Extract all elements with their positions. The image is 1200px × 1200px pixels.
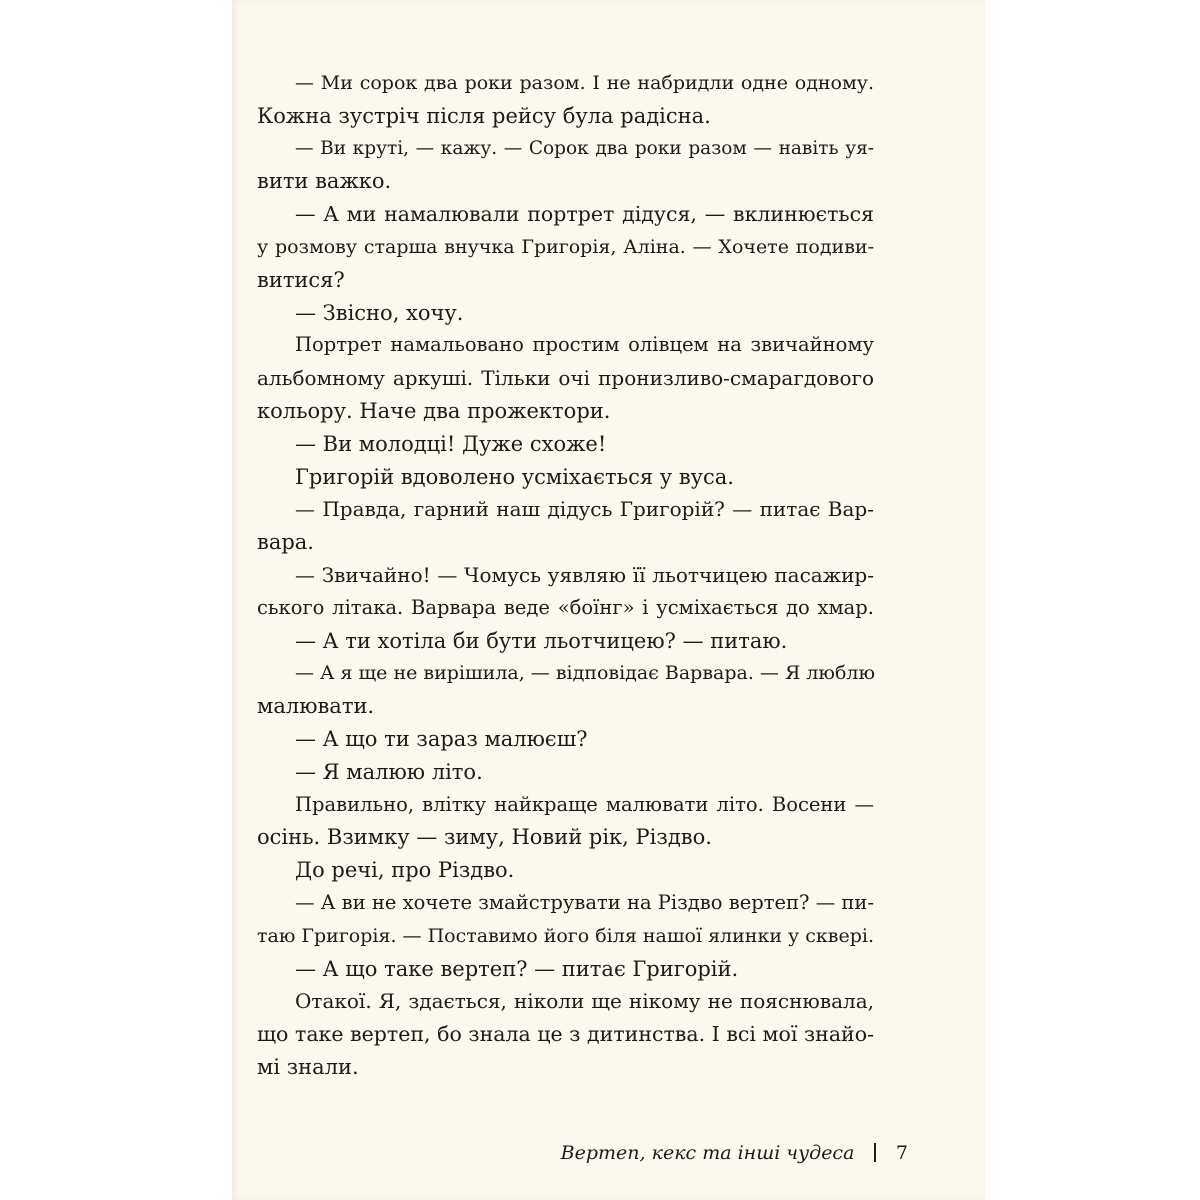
text-line: вити важко. bbox=[257, 169, 392, 194]
text-line: — Ви молодці! Дуже схоже! bbox=[295, 431, 607, 456]
text-line: — Звісно, хочу. bbox=[295, 300, 464, 325]
text-line: ського літака. Варвара веде «боїнг» і усміхається до хмар. bbox=[257, 595, 874, 619]
text-line: що таке вертеп, бо знала це з дитинства. І всі мої знайо- bbox=[257, 1022, 874, 1047]
text-line: — А я ще не вирішила, — відповідає Варвара. — Я люблю bbox=[295, 662, 876, 685]
text-line: Отакої. Я, здається, ніколи ще нікому не пояснювала, bbox=[295, 989, 874, 1014]
page-number: 7 bbox=[895, 1142, 908, 1164]
text-line: — А ти хотіла би бути льотчицею? — питаю. bbox=[295, 628, 788, 653]
text-line: альбомному аркуші. Тільки очі пронизливо-смарагдового bbox=[257, 366, 874, 391]
page-footer bbox=[561, 1142, 908, 1164]
text-line: таю Григорія. — Поставимо його біля нашої ялинки у сквері. bbox=[257, 924, 874, 947]
text-line: мі знали. bbox=[257, 1054, 359, 1079]
footer-separator bbox=[874, 1143, 876, 1162]
text-line: — Я малюю літо. bbox=[295, 759, 483, 784]
text-line: — А що таке вертеп? — питає Григорій. bbox=[295, 956, 739, 981]
text-line: осінь. Взимку — зиму, Новий рік, Різдво. bbox=[257, 825, 712, 850]
text-line: Портрет намальовано простим олівцем на звичайному bbox=[295, 333, 874, 357]
text-line: кольору. Наче два прожектори. bbox=[257, 398, 611, 423]
text-line: — А ви не хочете змайструвати на Різдво вертеп? — пи- bbox=[295, 890, 874, 914]
text-line: у розмову старша внучка Григорія, Аліна. — Хочете подиви- bbox=[257, 235, 874, 258]
text-line: витися? bbox=[257, 267, 345, 292]
text-line: Григорій вдоволено усміхається у вуса. bbox=[295, 464, 734, 489]
text-line: — Правда, гарний наш дідусь Григорій? — питає Вар- bbox=[295, 497, 874, 522]
running-title: Вертеп, кекс та інші чудеса bbox=[560, 1142, 855, 1164]
text-line: — Звичайно! — Чомусь уявляю її льотчицею пасажир- bbox=[295, 562, 874, 587]
text-line: малювати. bbox=[257, 694, 375, 719]
text-line: — А що ти зараз малюєш? bbox=[295, 726, 588, 751]
text-line: Кожна зустріч після рейсу була радісна. bbox=[257, 103, 711, 128]
text-line: — Ми сорок два роки разом. І не набридли одне одному. bbox=[295, 72, 874, 94]
page-body-text bbox=[257, 67, 874, 1084]
text-line: Правильно, влітку найкраще малювати літо. Восени — bbox=[295, 792, 874, 816]
text-line: вара. bbox=[257, 530, 314, 555]
text-line: До речі, про Різдво. bbox=[295, 858, 515, 883]
text-line: — А ми намалювали портрет дідуся, — вклинюється bbox=[295, 202, 874, 227]
text-line: — Ви круті, — кажу. — Сорок два роки разом — навіть уя- bbox=[295, 137, 874, 159]
